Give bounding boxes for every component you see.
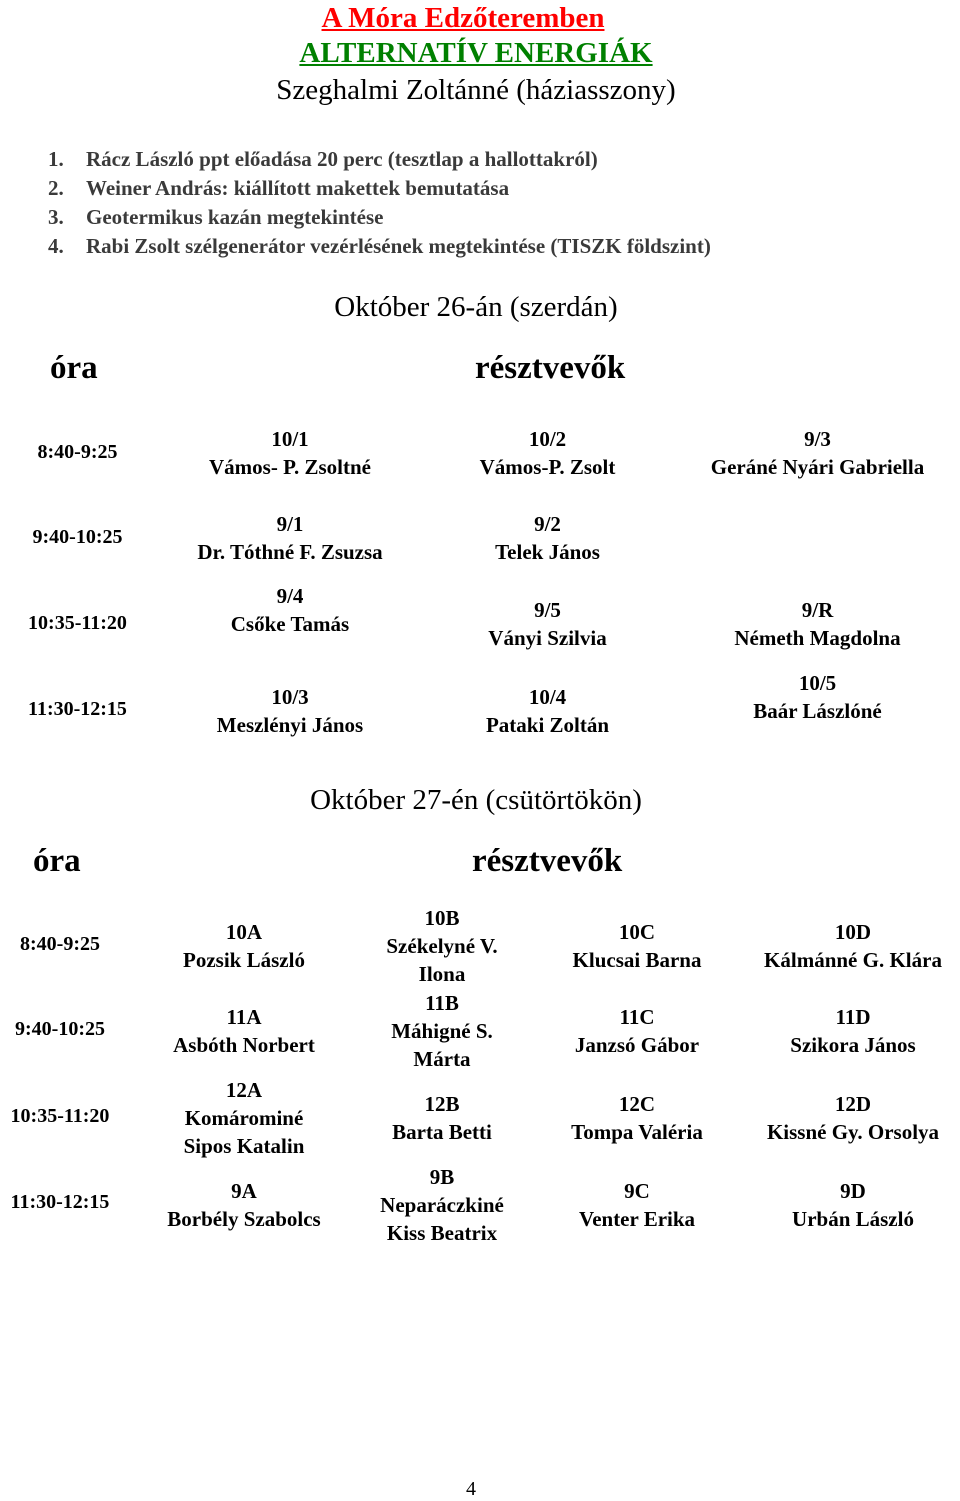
agenda-item xyxy=(48,145,711,174)
page-title: A Móra Edzőteremben xyxy=(321,2,605,34)
agenda-text: Rabi Zsolt szélgenerátor vezérlésének megtekintése (TISZK földszint) xyxy=(86,234,711,258)
teacher-name: Tompa Valéria xyxy=(571,1120,703,1144)
teacher-name-cont: Ilona xyxy=(418,962,466,986)
class-label: 11A xyxy=(226,1005,262,1029)
teacher-name: Borbély Szabolcs xyxy=(167,1207,321,1231)
class-label: 10/4 xyxy=(528,685,567,709)
session-cell xyxy=(546,1090,728,1146)
session-cell xyxy=(430,683,665,739)
agenda-item xyxy=(48,174,711,203)
class-label: 11D xyxy=(835,1005,871,1029)
teacher-name: Székelyné V. xyxy=(386,934,498,958)
day2-col-people: résztvevők xyxy=(472,843,623,879)
day1-col-time: óra xyxy=(50,350,98,386)
class-label: 12A xyxy=(225,1078,263,1102)
time-slot: 10:35-11:20 xyxy=(10,1105,110,1127)
agenda-list xyxy=(48,145,711,261)
session-cell xyxy=(352,1090,532,1146)
class-label: 9/2 xyxy=(534,512,561,536)
teacher-name: Kissné Gy. Orsolya xyxy=(766,1120,940,1144)
class-label: 10B xyxy=(424,906,460,930)
teacher-name: Ványi Szilvia xyxy=(488,626,607,650)
session-cell xyxy=(352,1163,532,1247)
class-label: 9B xyxy=(429,1165,455,1189)
agenda-text: Geotermikus kazán megtekintése xyxy=(86,205,384,229)
time-slot: 10:35-11:20 xyxy=(28,612,127,634)
class-label: 9/R xyxy=(801,598,834,622)
class-label: 12C xyxy=(618,1092,656,1116)
page-number: 4 xyxy=(466,1478,476,1500)
time-slot: 11:30-12:15 xyxy=(28,698,127,720)
class-label: 9/3 xyxy=(804,427,831,451)
session-cell xyxy=(746,1090,960,1146)
teacher-name: Vámos-P. Zsolt xyxy=(479,455,616,479)
agenda-number: 3. xyxy=(48,205,64,229)
session-cell xyxy=(150,1003,338,1059)
agenda-item xyxy=(48,232,711,261)
session-cell xyxy=(430,596,665,652)
session-cell xyxy=(680,669,955,725)
session-cell xyxy=(680,425,955,481)
teacher-name: Vámos- P. Zsoltné xyxy=(209,455,371,479)
time-slot: 8:40-9:25 xyxy=(20,933,100,955)
class-label: 11C xyxy=(619,1005,655,1029)
session-cell xyxy=(546,918,728,974)
teacher-name: Pozsik László xyxy=(183,948,305,972)
class-label: 9/1 xyxy=(276,512,304,536)
session-cell xyxy=(546,1177,728,1233)
day1-title: Október 26-án (szerdán) xyxy=(334,291,618,323)
agenda-text: Rácz László ppt előadása 20 perc (tesztlap a hallottakról) xyxy=(86,147,598,171)
teacher-name: Klucsai Barna xyxy=(572,948,702,972)
class-label: 11B xyxy=(425,991,459,1015)
session-cell xyxy=(165,582,415,638)
teacher-name: Asbóth Norbert xyxy=(173,1033,315,1057)
session-cell xyxy=(746,918,960,974)
day2-col-time: óra xyxy=(33,843,81,879)
teacher-name-cont: Kiss Beatrix xyxy=(386,1221,498,1245)
session-cell xyxy=(150,1177,338,1233)
teacher-name: Neparáczkiné xyxy=(380,1193,504,1217)
class-label: 12D xyxy=(834,1092,872,1116)
session-cell xyxy=(165,425,415,481)
class-label: 9A xyxy=(231,1179,257,1203)
teacher-name: Dr. Tóthné F. Zsuzsa xyxy=(197,540,383,564)
time-slot: 11:30-12:15 xyxy=(10,1191,110,1213)
teacher-name: Urbán László xyxy=(792,1207,914,1231)
class-label: 10/3 xyxy=(271,685,309,709)
teacher-name-cont: Márta xyxy=(413,1047,471,1071)
session-cell xyxy=(430,510,665,566)
agenda-item xyxy=(48,203,711,232)
class-label: 10D xyxy=(834,920,872,944)
session-cell xyxy=(680,596,955,652)
session-cell xyxy=(150,1076,338,1160)
session-cell xyxy=(352,989,532,1073)
class-label: 10/1 xyxy=(271,427,309,451)
teacher-name: Telek János xyxy=(495,540,600,564)
teacher-name: Pataki Zoltán xyxy=(485,713,610,737)
teacher-name-cont: Sipos Katalin xyxy=(183,1134,305,1158)
class-label: 10/5 xyxy=(798,671,837,695)
agenda-number: 4. xyxy=(48,234,64,258)
session-cell xyxy=(165,683,415,739)
teacher-name: Geráné Nyári Gabriella xyxy=(710,455,925,479)
class-label: 9D xyxy=(840,1179,866,1203)
class-label: 9/4 xyxy=(276,584,304,608)
session-cell xyxy=(150,918,338,974)
teacher-name: Komárominé xyxy=(184,1106,304,1130)
class-label: 9C xyxy=(624,1179,650,1203)
session-cell xyxy=(546,1003,728,1059)
host-line: Szeghalmi Zoltánné (háziasszony) xyxy=(276,74,676,106)
class-label: 10A xyxy=(225,920,263,944)
class-label: 10/2 xyxy=(528,427,567,451)
session-cell xyxy=(165,510,415,566)
session-cell xyxy=(352,904,532,988)
teacher-name: Barta Betti xyxy=(392,1120,492,1144)
teacher-name: Janzsó Gábor xyxy=(574,1033,700,1057)
teacher-name: Csőke Tamás xyxy=(230,612,350,636)
time-slot: 8:40-9:25 xyxy=(37,441,118,463)
page-subtitle: ALTERNATÍV ENERGIÁK xyxy=(299,37,653,69)
session-cell xyxy=(746,1003,960,1059)
agenda-number: 1. xyxy=(48,147,64,171)
time-slot: 9:40-10:25 xyxy=(32,526,123,548)
day1-col-people: résztvevők xyxy=(475,350,626,386)
teacher-name: Németh Magdolna xyxy=(734,626,901,650)
day2-title: Október 27-én (csütörtökön) xyxy=(310,784,642,816)
teacher-name: Szikora János xyxy=(790,1033,916,1057)
agenda-text: Weiner András: kiállított makettek bemutatása xyxy=(86,176,510,200)
session-cell xyxy=(430,425,665,481)
teacher-name: Meszlényi János xyxy=(216,713,364,737)
agenda-number: 2. xyxy=(48,176,64,200)
teacher-name: Máhigné S. xyxy=(391,1019,493,1043)
class-label: 9/5 xyxy=(534,598,561,622)
class-label: 12B xyxy=(424,1092,460,1116)
teacher-name: Venter Erika xyxy=(578,1207,696,1231)
session-cell xyxy=(746,1177,960,1233)
teacher-name: Kálmánné G. Klára xyxy=(764,948,942,972)
class-label: 10C xyxy=(618,920,656,944)
time-slot: 9:40-10:25 xyxy=(15,1018,105,1040)
teacher-name: Baár Lászlóné xyxy=(753,699,882,723)
